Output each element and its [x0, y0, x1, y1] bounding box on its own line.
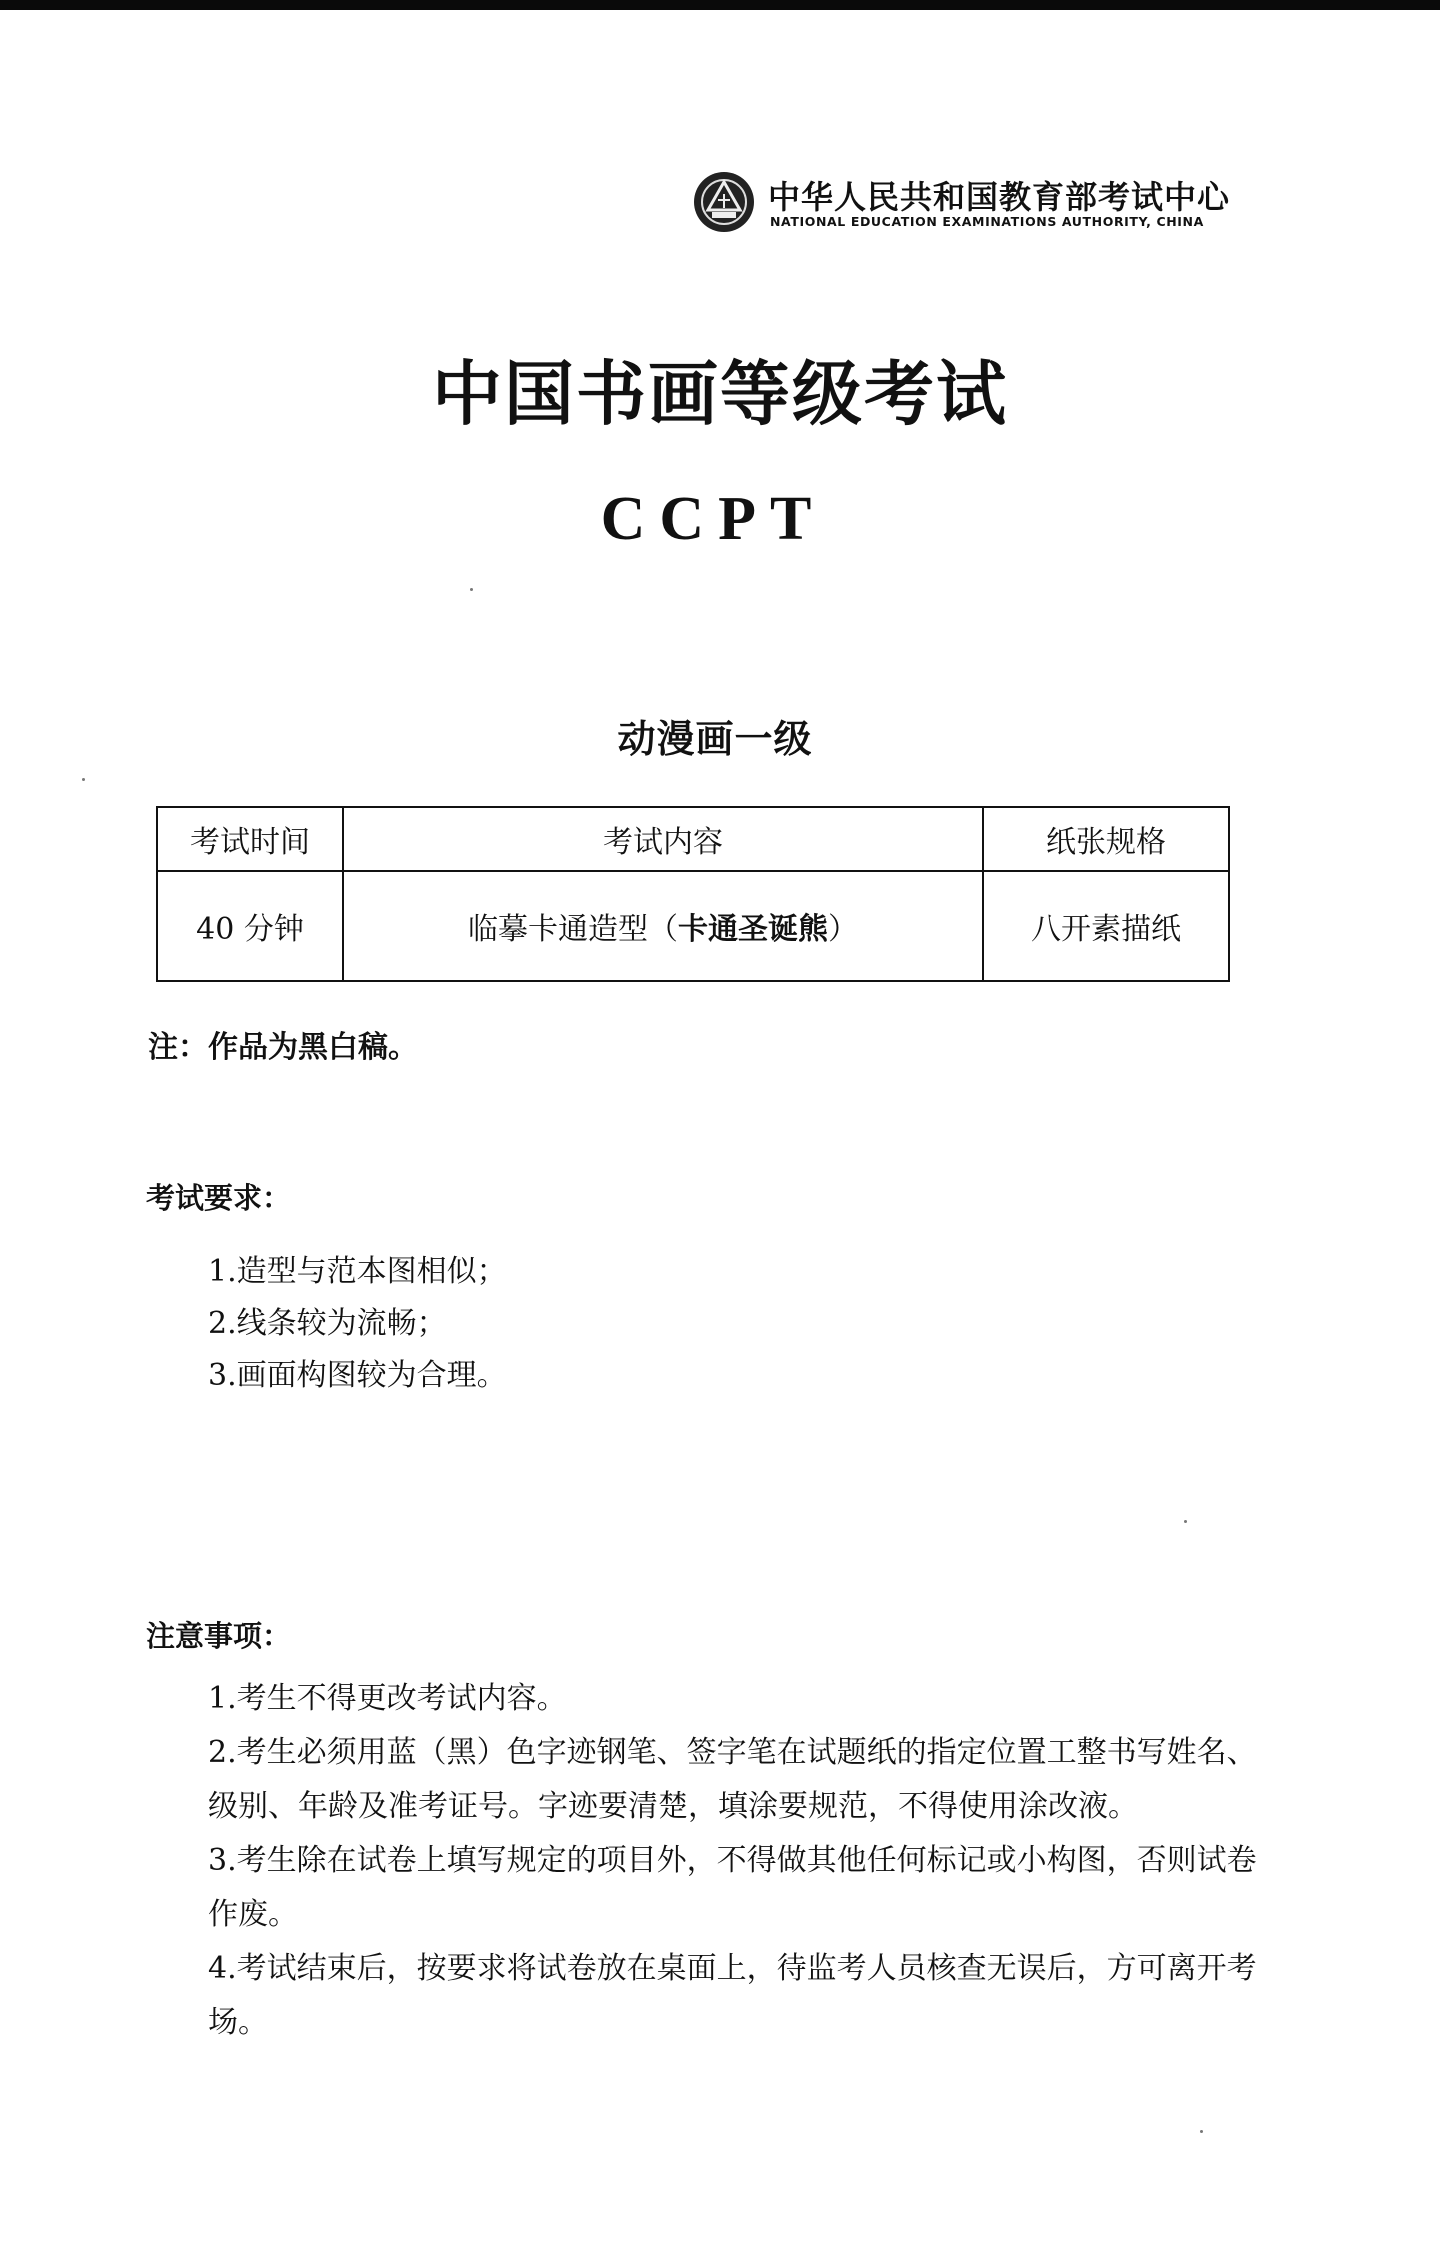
- exam-info-table: [156, 806, 1230, 982]
- notices-heading: 注意事项：: [146, 1619, 292, 1653]
- notices-list: [208, 1672, 1268, 2050]
- artwork-note: 注：作品为黑白稿。: [148, 1030, 418, 1065]
- list-item: 2.考生必须用蓝（黑）色字迹钢笔、签字笔在试题纸的指定位置工整书写姓名、级别、年龄及准考证号。字迹要清楚，填涂要规范，不得使用涂改液。: [208, 1735, 1257, 1824]
- content-suffix: ）: [828, 912, 858, 947]
- list-item: 1.造型与范本图相似；: [208, 1254, 507, 1289]
- table-header-content: 考试内容: [603, 825, 723, 860]
- list-item: 3.考生除在试卷上填写规定的项目外，不得做其他任何标记或小构图，否则试卷作废。: [208, 1843, 1257, 1932]
- requirements-list: [208, 1246, 1288, 1402]
- scan-speck: [470, 588, 473, 591]
- table-header-time: 考试时间: [190, 825, 310, 860]
- org-name-en: NATIONAL EDUCATION EXAMINATIONS AUTHORITY, CHINA: [770, 214, 1204, 229]
- list-item: 2.线条较为流畅；: [208, 1306, 447, 1341]
- neea-emblem-icon: [692, 170, 756, 234]
- org-logo-header: [692, 170, 1272, 240]
- exam-level: 动漫画一级: [617, 716, 813, 761]
- table-cell-content: [344, 872, 982, 980]
- scan-edge-bar: [0, 0, 1440, 10]
- page-subtitle: CCPT: [600, 485, 826, 553]
- content-prefix: 临摹卡通造型（: [468, 912, 678, 947]
- list-item: 4.考试结束后，按要求将试卷放在桌面上，待监考人员核查无误后，方可离开考场。: [208, 1951, 1257, 2040]
- scan-speck: [1184, 1520, 1187, 1523]
- page-title: 中国书画等级考试: [432, 353, 1008, 435]
- org-name-cn: 中华人民共和国教育部考试中心: [768, 178, 1231, 216]
- list-item: 1.考生不得更改考试内容。: [208, 1681, 567, 1716]
- scan-speck: [1200, 2130, 1203, 2133]
- table-header-paper: 纸张规格: [1046, 825, 1166, 860]
- table-cell-paper: 八开素描纸: [1031, 912, 1181, 947]
- content-bold: 卡通圣诞熊: [678, 912, 828, 947]
- table-cell-time: 40 分钟: [196, 912, 304, 947]
- requirements-heading: 考试要求：: [146, 1181, 292, 1215]
- list-item: 3.画面构图较为合理。: [208, 1358, 507, 1393]
- scan-speck: [82, 778, 85, 781]
